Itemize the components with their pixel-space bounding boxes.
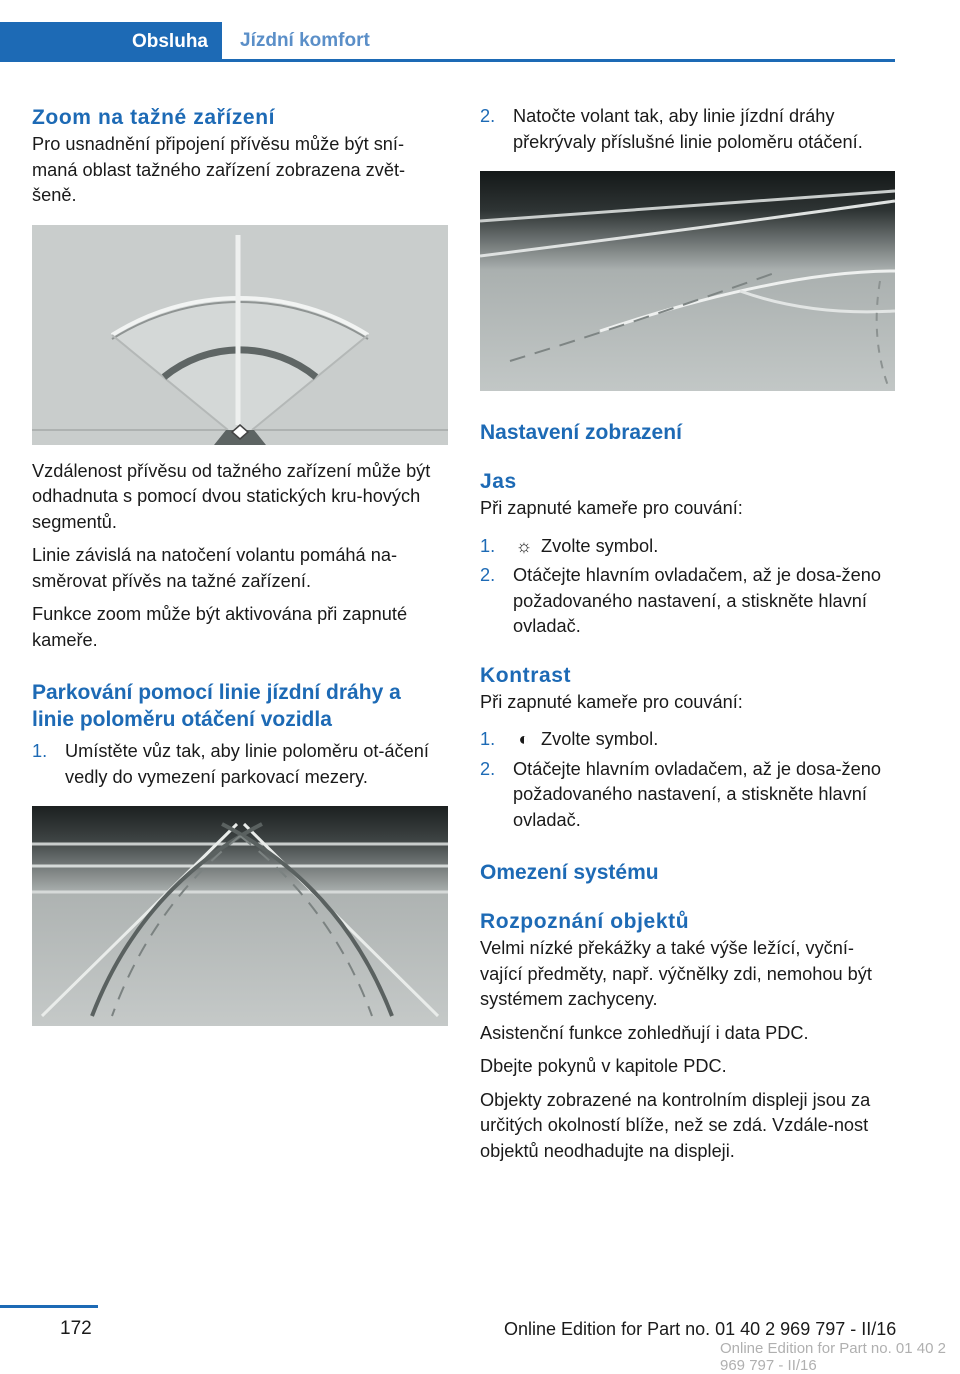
contrast-intro: Při zapnuté kameře pro couvání: [480,691,743,712]
tab-jizdni-komfort[interactable]: Jízdní komfort [240,30,370,51]
object-detection-p3: Dbejte pokynů v kapitole PDC. [480,1056,727,1076]
distance-paragraph: Vzdálenost přívěsu od tažného zařízení může být odhadnuta s pomocí dvou statických kru-hových segmentů. [32,460,431,532]
object-detection-p1: Velmi nízké překážky a také výše ležící, vyční-vající předměty, např. výčnělky zdi, nemohou být systémem zachyceny. [480,938,872,1009]
edition-text: Online Edition for Part no. 01 40 2 969 797 - II/16 [504,1319,897,1339]
parking-steps [32,739,448,790]
step-number: 2. [480,758,496,779]
zoom-activation-paragraph: Funkce zoom může být aktivována při zapnuté kameře. [32,604,408,650]
zoom-figure [32,225,448,445]
list-item [480,727,896,753]
step-text: Natočte volant tak, aby linie jízdní dráhy překrývaly příslušné linie poloměru otáčení. [513,106,863,152]
parking-lines-figure [32,806,448,1026]
contrast-heading: Kontrast [480,663,572,687]
brightness-heading: Jas [480,470,517,493]
steering-steps [480,104,896,155]
header-divider [0,59,895,62]
brightness-intro: Při zapnuté kameře pro couvání: [480,498,743,518]
step-number: 1. [32,741,48,761]
display-settings-heading: Nastavení zobrazení [480,421,682,444]
step-number: 1. [480,535,496,556]
step-number: 1. [480,729,496,749]
object-detection-p2: Asistenční funkce zohledňují i data PDC. [480,1022,809,1043]
page-header [0,0,895,62]
list-item [32,739,448,790]
step-text: Umístěte vůz tak, aby linie poloměru ot-áčení vedly do vymezení parkovací mezery. [65,741,429,787]
brightness-steps [480,534,896,640]
zoom-heading: Zoom na tažné zařízení [32,106,276,129]
zoom-text: Pro usnadnění připojení přívěsu může být sní-maná oblast tažného zařízení zobrazena zvět-šeně. [32,134,406,205]
list-item [480,534,896,560]
step-number: 2. [480,565,496,585]
step-text: Zvolte symbol. [541,729,659,749]
object-detection-heading: Rozpoznání objektů [480,910,690,933]
page-number: 172 [60,1318,92,1339]
footer-divider [0,1305,98,1308]
brightness-icon: ☼ [515,535,533,556]
step-text: Zvolte symbol. [541,535,659,556]
tab-obsluha[interactable]: Obsluha [0,22,222,62]
system-limits-heading: Omezení systému [480,861,659,884]
left-column [32,104,448,1026]
step-text: Otáčejte hlavním ovladačem, až je dosa-ženo požadovaného nastavení, a stiskněte hlavní ovladač. [513,565,881,636]
step-number: 2. [480,106,496,126]
contrast-steps [480,727,896,833]
watermark-text: Online Edition for Part no. 01 40 2 969 797 - II/16 [720,1340,946,1374]
turning-radius-figure [480,171,895,391]
list-item [480,563,896,640]
parking-heading: Parkování pomocí linie jízdní dráhy a linie poloměru otáčení vozidla [32,681,401,731]
step-text: Otáčejte hlavním ovladačem, až je dosa-ženo požadovaného nastavení, a stiskněte hlavní ovladač. [513,758,881,830]
list-item [480,757,896,834]
contrast-icon: ◐ [518,729,530,749]
right-column [480,104,896,1164]
list-item [480,104,896,155]
object-detection-p4: Objekty zobrazené na kontrolním displeji jsou za určitých okolností blíže, než se zdá. Vzdále-nost objektů neodhadujte na displeji. [480,1089,871,1161]
steering-paragraph: Linie závislá na natočení volantu pomáhá na-směrovat přívěs na tažné zařízení. [32,545,398,591]
